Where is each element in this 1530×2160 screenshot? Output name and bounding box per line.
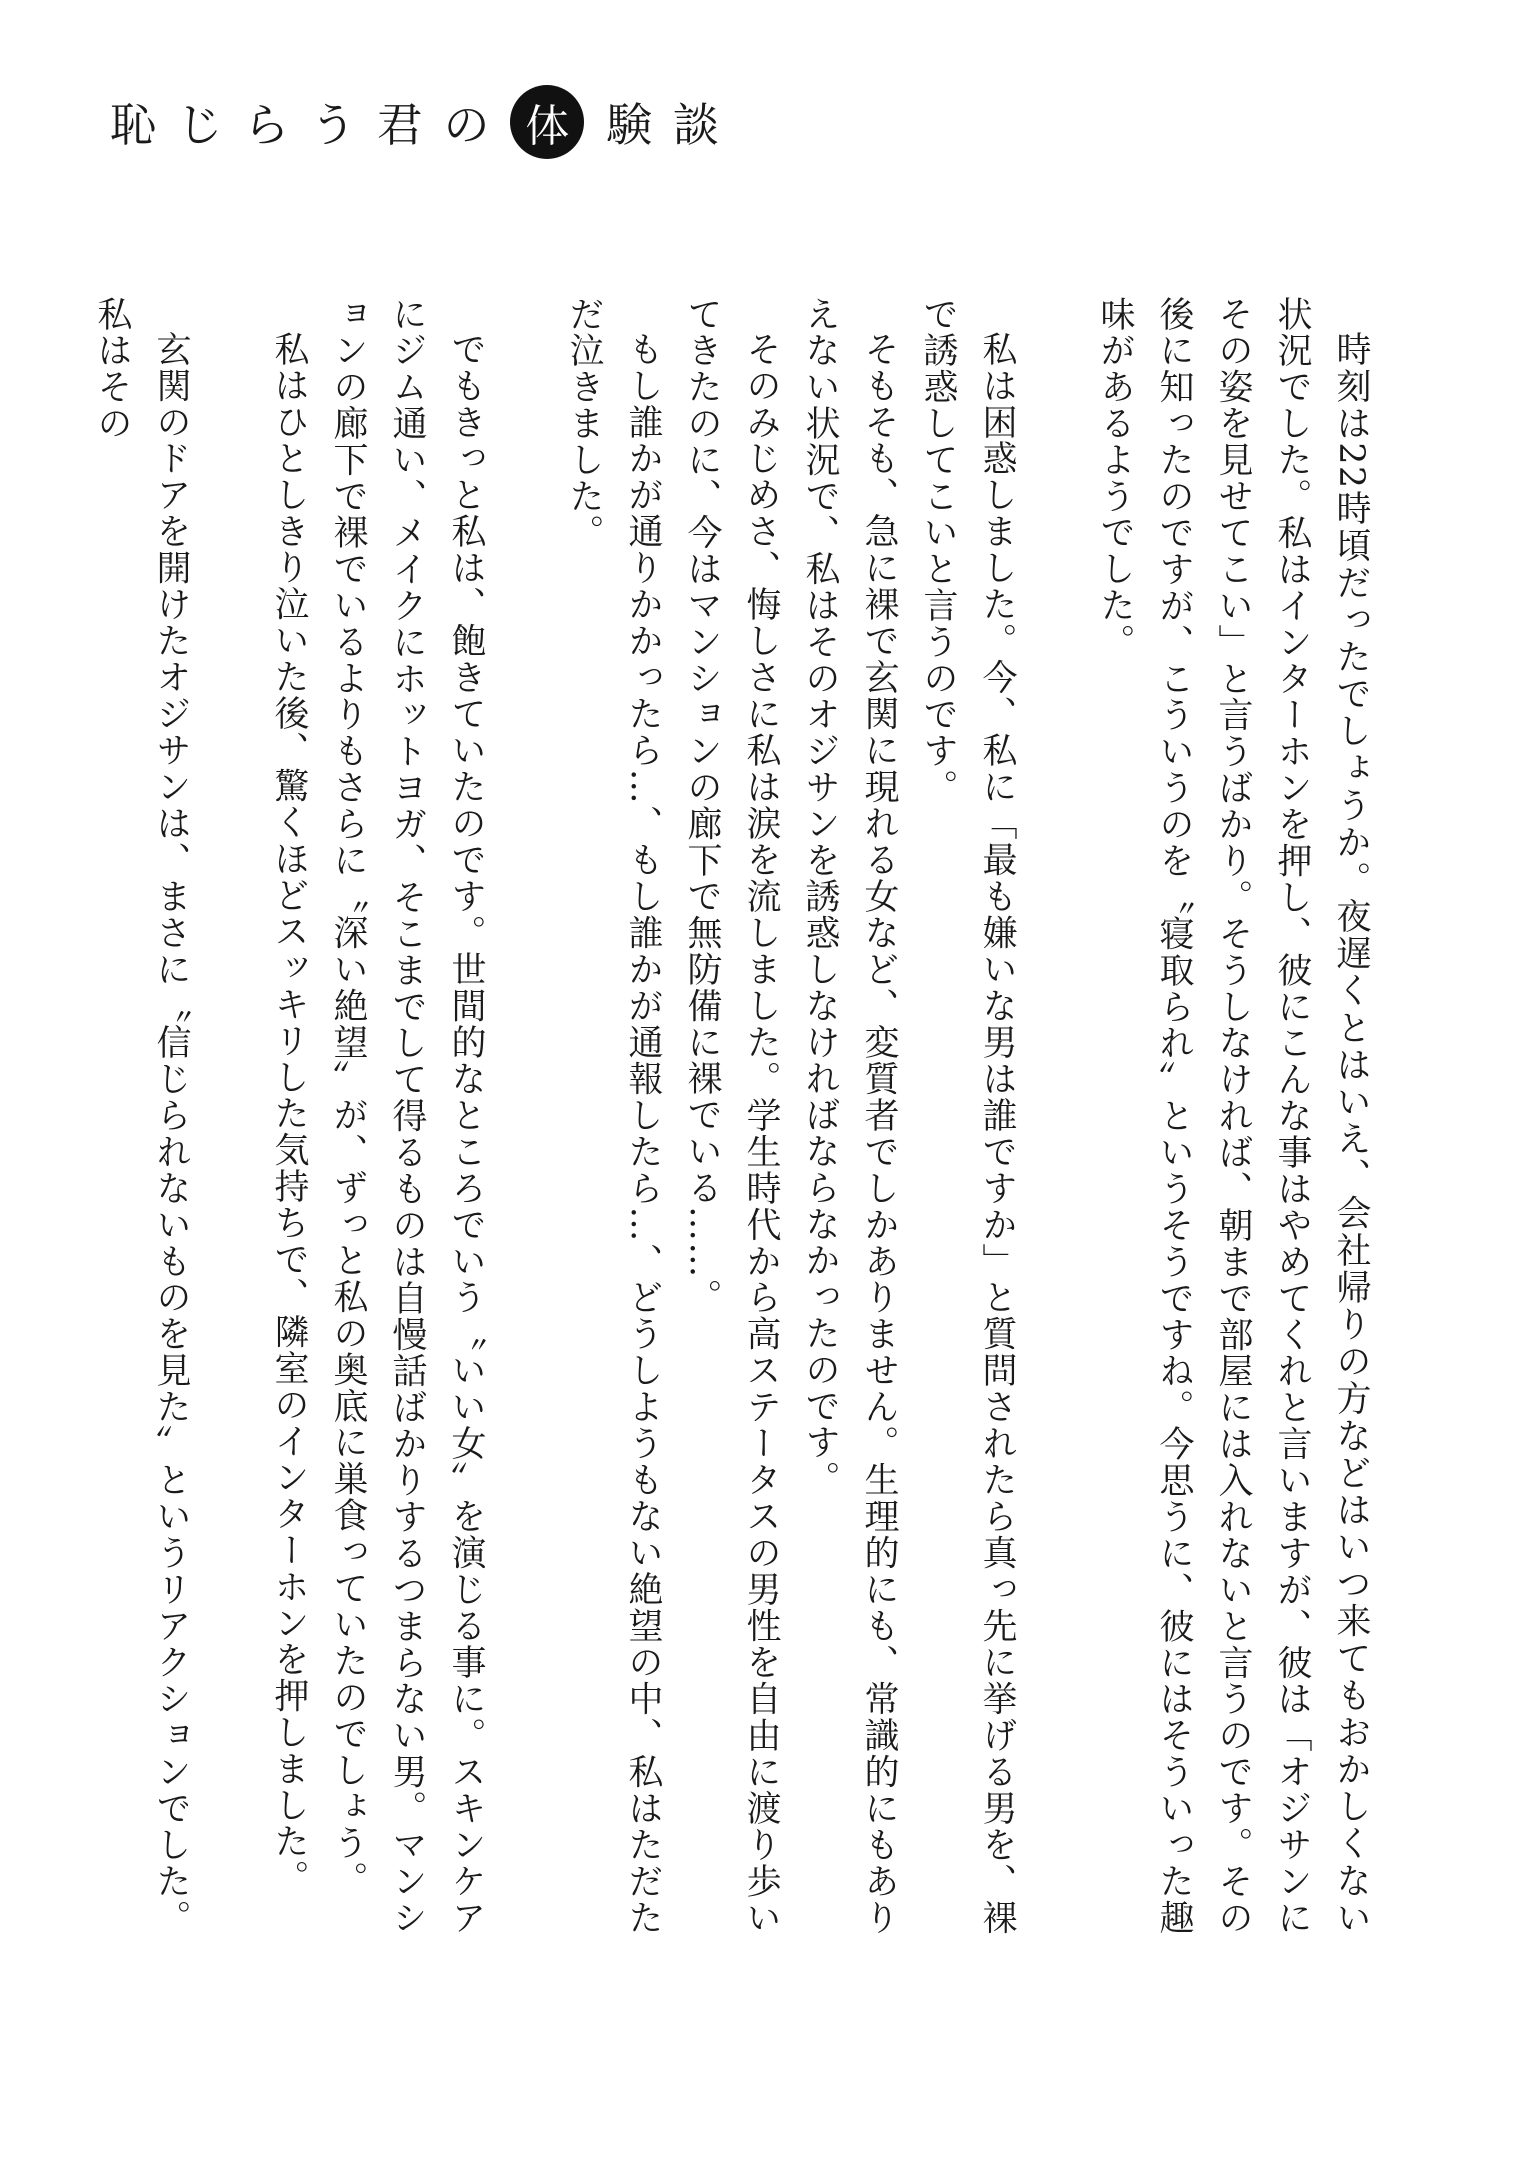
paragraph-5: もし誰かが通りかかったら…、もし誰かが通報したら…、どうしようもない絶望の中、私はただただ泣きました。 <box>564 296 663 1936</box>
paragraph-3: そもそも、急に裸で玄関に現れる女など、変質者でしかありません。生理的にも、常識的にもありえない状況で、私はそのオジサンを誘惑しなければならなかったのです。 <box>800 296 899 1936</box>
book-title-header <box>110 72 740 172</box>
vertical-body-text <box>90 296 1380 1936</box>
blank-line <box>200 296 259 1936</box>
book-title-badge: 体 <box>510 85 584 159</box>
book-title-part-2: 験談 <box>606 98 740 152</box>
paragraph-2: 私は困惑しました。今、私に「最も嫌いな男は誰ですか」と質問されたら真っ先に挙げる男を、裸で誘惑してこいと言うのです。 <box>918 296 1017 1936</box>
blank-line <box>1026 296 1085 1936</box>
paragraph-6: でもきっと私は、飽きていたのです。世間的なところでいう〝いい女〟を演じる事に。スキンケアにジム通い、メイクにホットヨガ、そこまでして得るものは自慢話ばかりするつまらない男。マンションの廊下で裸でいるよりもさらに〝深い絶望〟が、ずっと私の奥底に巣食っていたのでしょう。 <box>328 296 486 1936</box>
blank-line <box>495 296 554 1936</box>
paragraph-8: 玄関のドアを開けたオジサンは、まさに〝信じられないものを見た〟というリアクションでした。私はその <box>92 296 191 1936</box>
paragraph-4: そのみじめさ、悔しさに私は涙を流しました。学生時代から高ステータスの男性を自由に渡り歩いてきたのに、今はマンションの廊下で無防備に裸でいる……。 <box>682 296 781 1936</box>
paragraph-7: 私はひとしきり泣いた後、驚くほどスッキリした気持ちで、隣室のインターホンを押しました。 <box>269 331 309 1897</box>
paragraph-1: 時刻は22時頃だったでしょうか。夜遅くとはいえ、会社帰りの方などはいつ来てもおかしくない状況でした。私はインターホンを押し、彼にこんな事はやめてくれと言いますが、彼は「オジサンにその姿を見せてこい」と言うばかり。そうしなければ、朝まで部屋には入れないと言うのです。その後に知ったのですが、こういうのを〝寝取られ〟というそうですね。今思うに、彼にはそういった趣味があるようでした。 <box>1095 296 1371 1936</box>
book-title-part-1: 恥じらう君の <box>110 98 511 152</box>
